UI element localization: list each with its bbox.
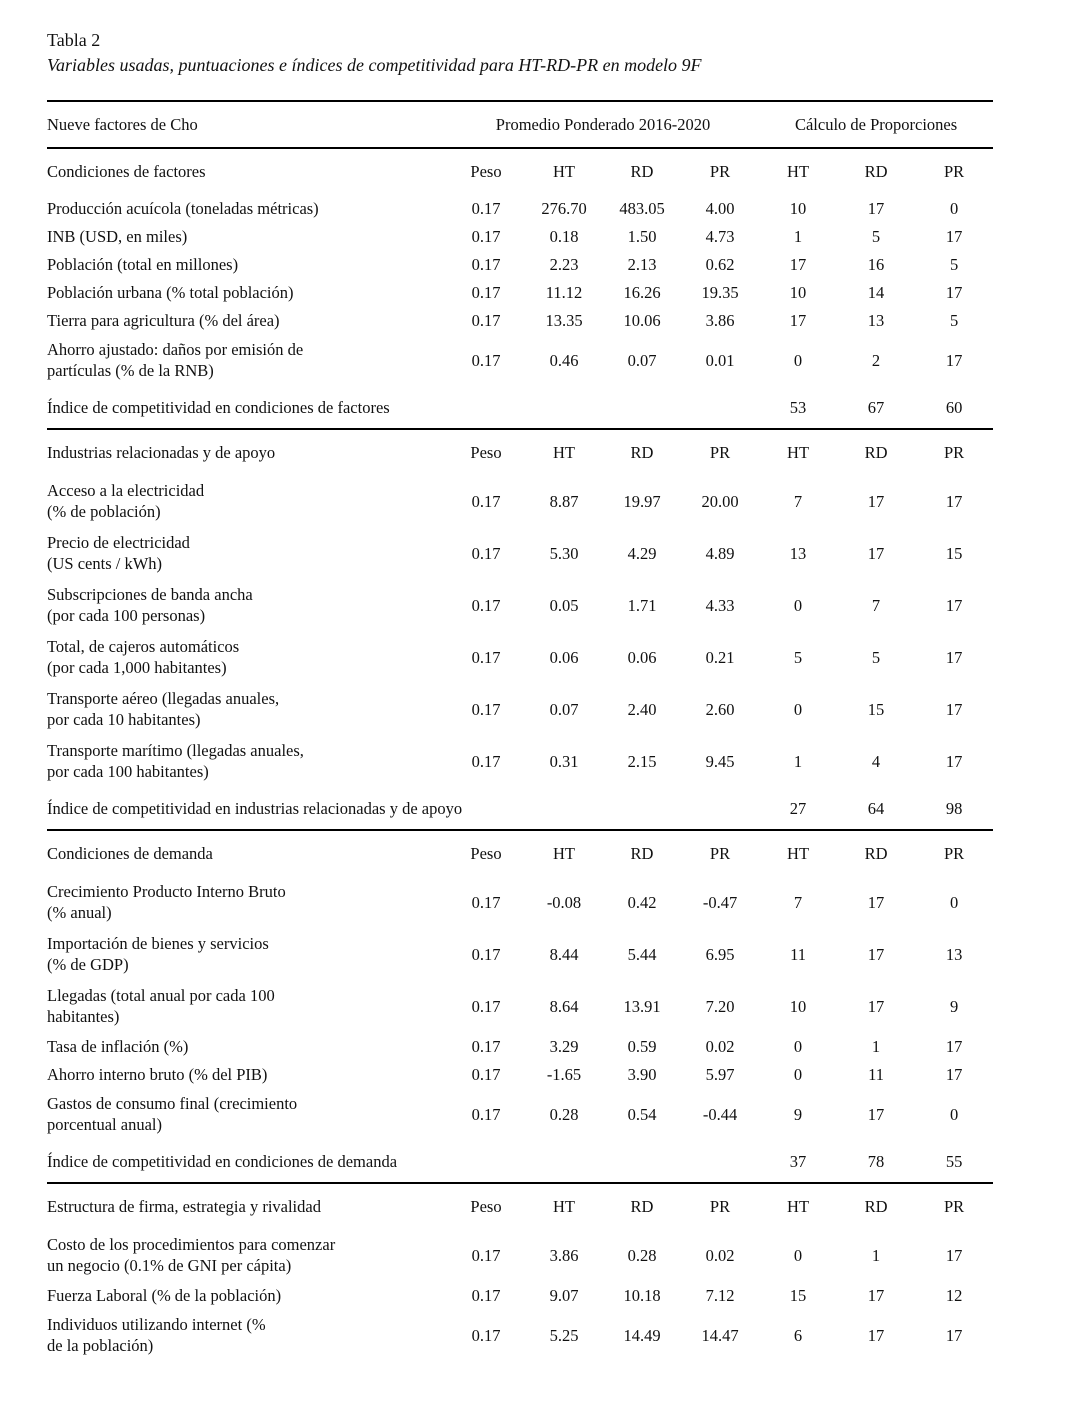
document bbox=[47, 28, 993, 1361]
value-cell: 0.02 bbox=[705, 1036, 735, 1056]
value-cell: 9.45 bbox=[705, 751, 735, 771]
table-caption: Variables usadas, puntuaciones e índices de competitividad para HT-RD-PR en modelo 9F bbox=[47, 55, 702, 75]
value-cell: 2.40 bbox=[627, 699, 657, 719]
value-cell: 15 bbox=[945, 543, 963, 563]
value-cell: 3.86 bbox=[705, 310, 735, 330]
value-cell: 17 bbox=[945, 699, 963, 719]
table-row bbox=[47, 334, 993, 386]
value-cell: 5 bbox=[871, 647, 881, 667]
value-cell: 0.17 bbox=[471, 226, 501, 246]
value-cell: 19.97 bbox=[623, 491, 661, 511]
value-cell: 17 bbox=[867, 1104, 885, 1124]
value-cell: 0 bbox=[793, 1245, 803, 1265]
column-header: Peso bbox=[447, 429, 525, 475]
value-cell: 0.06 bbox=[627, 647, 657, 667]
variable-label bbox=[47, 735, 447, 787]
value-cell: 0.42 bbox=[627, 892, 657, 912]
value-cell: 483.05 bbox=[619, 198, 665, 218]
value-cell: 0.17 bbox=[471, 310, 501, 330]
variable-label bbox=[47, 306, 447, 334]
variable-label-line1: Ahorro interno bruto (% del PIB) bbox=[47, 1064, 268, 1084]
section-title: Condiciones de factores bbox=[47, 162, 206, 181]
value-cell: 0.18 bbox=[549, 226, 579, 246]
value-cell: 0.05 bbox=[549, 595, 579, 615]
value-cell: 11.12 bbox=[545, 282, 583, 302]
value-cell: 0.17 bbox=[471, 944, 501, 964]
index-row bbox=[47, 787, 993, 830]
value-cell: 15 bbox=[867, 699, 885, 719]
variable-label-line2: (por cada 100 personas) bbox=[47, 606, 206, 625]
column-header: HT bbox=[787, 162, 810, 181]
index-value: 37 bbox=[789, 1151, 807, 1171]
value-cell: 14.49 bbox=[623, 1325, 661, 1345]
variable-label-line2: (% anual) bbox=[47, 903, 112, 922]
variable-label bbox=[47, 250, 447, 278]
value-cell: 0.54 bbox=[627, 1104, 657, 1124]
value-cell: 0.62 bbox=[705, 254, 735, 274]
variable-label bbox=[47, 683, 447, 735]
variable-label-line1: Tierra para agricultura (% del área) bbox=[47, 310, 280, 330]
value-cell: 0.17 bbox=[471, 1325, 501, 1345]
variable-label-line1: Gastos de consumo final (crecimiento bbox=[47, 1094, 298, 1113]
value-cell: 17 bbox=[867, 996, 885, 1016]
value-cell: 17 bbox=[867, 491, 885, 511]
value-cell: 5.44 bbox=[627, 944, 657, 964]
value-cell: 5.30 bbox=[549, 543, 579, 563]
variable-label-line2: un negocio (0.1% de GNI per cápita) bbox=[47, 1256, 292, 1275]
value-cell: -0.44 bbox=[702, 1104, 738, 1124]
value-cell: 17 bbox=[945, 1245, 963, 1265]
value-cell: 4.89 bbox=[705, 543, 735, 563]
section-title: Estructura de firma, estrategia y rivalidad bbox=[47, 1183, 447, 1229]
value-cell: 17 bbox=[867, 1285, 885, 1305]
variable-label-line1: Llegadas (total anual por cada 100 bbox=[47, 986, 275, 1005]
column-header: RD bbox=[837, 1183, 915, 1229]
value-cell: 17 bbox=[945, 595, 963, 615]
column-header: RD bbox=[837, 429, 915, 475]
value-cell: 16 bbox=[867, 254, 885, 274]
column-header: PR bbox=[681, 830, 759, 876]
value-cell: 17 bbox=[867, 198, 885, 218]
variable-label bbox=[47, 928, 447, 980]
table-row bbox=[47, 1229, 993, 1281]
value-cell: 0.17 bbox=[471, 1285, 501, 1305]
value-cell: 17 bbox=[867, 944, 885, 964]
value-cell: 7 bbox=[793, 491, 803, 511]
column-header: RD bbox=[603, 1183, 681, 1229]
variable-label-line2: de la población) bbox=[47, 1336, 154, 1355]
variable-label-line1: Población (total en millones) bbox=[47, 254, 239, 274]
value-cell: 20.00 bbox=[701, 491, 739, 511]
column-header: RD bbox=[630, 162, 654, 181]
value-cell: 0 bbox=[949, 198, 959, 218]
index-value: 53 bbox=[789, 397, 807, 417]
value-cell: 0 bbox=[949, 1104, 959, 1124]
table-row bbox=[47, 194, 993, 222]
table-row bbox=[47, 278, 993, 306]
variable-label-line1: Población urbana (% total población) bbox=[47, 282, 294, 302]
variable-label-line1: Fuerza Laboral (% de la población) bbox=[47, 1285, 282, 1305]
table-row bbox=[47, 735, 993, 787]
column-header: RD bbox=[603, 830, 681, 876]
value-cell: 3.29 bbox=[549, 1036, 579, 1056]
variable-label-line1: Ahorro ajustado: daños por emisión de bbox=[47, 340, 304, 359]
variable-label bbox=[47, 631, 447, 683]
value-cell: 0.17 bbox=[471, 1245, 501, 1265]
value-cell: 12 bbox=[945, 1285, 963, 1305]
value-cell: 10.18 bbox=[623, 1285, 661, 1305]
variable-label-line1: INB (USD, en miles) bbox=[47, 226, 188, 246]
value-cell: 13 bbox=[789, 543, 807, 563]
column-header: PR bbox=[681, 1183, 759, 1229]
variable-label bbox=[47, 1229, 447, 1281]
variable-label bbox=[47, 222, 447, 250]
variable-label-line1: Producción acuícola (toneladas métricas) bbox=[47, 198, 319, 218]
value-cell: 7.12 bbox=[705, 1285, 735, 1305]
variable-label bbox=[47, 1032, 447, 1060]
value-cell: 5.97 bbox=[705, 1064, 735, 1084]
table-row bbox=[47, 1309, 993, 1361]
value-cell: 0.17 bbox=[471, 892, 501, 912]
value-cell: 17 bbox=[867, 543, 885, 563]
variable-label-line2: (US cents / kWh) bbox=[47, 554, 163, 573]
value-cell: 1 bbox=[793, 751, 803, 771]
value-cell: 17 bbox=[945, 491, 963, 511]
value-cell: 0.07 bbox=[549, 699, 579, 719]
value-cell: 0.17 bbox=[471, 595, 501, 615]
value-cell: 2.23 bbox=[549, 254, 579, 274]
variable-label-line2: habitantes) bbox=[47, 1007, 120, 1026]
variable-label-line2: (% de población) bbox=[47, 502, 161, 521]
index-row bbox=[47, 1140, 993, 1183]
table-row bbox=[47, 683, 993, 735]
variable-label-line1: Acceso a la electricidad bbox=[47, 481, 205, 500]
value-cell: 0.17 bbox=[471, 1036, 501, 1056]
header-proportions: Cálculo de Proporciones bbox=[759, 101, 993, 148]
value-cell: 2.15 bbox=[627, 751, 657, 771]
variable-label-line1: Precio de electricidad bbox=[47, 533, 190, 552]
index-value: 60 bbox=[945, 397, 963, 417]
section-title: Condiciones de demanda bbox=[47, 830, 447, 876]
value-cell: 0.17 bbox=[471, 254, 501, 274]
variable-label-line2: porcentual anual) bbox=[47, 1115, 162, 1134]
column-header: Peso bbox=[470, 162, 502, 181]
value-cell: 0.17 bbox=[471, 198, 501, 218]
column-header: HT bbox=[525, 429, 603, 475]
column-header: HT bbox=[759, 830, 837, 876]
variable-label-line2: por cada 100 habitantes) bbox=[47, 762, 209, 781]
value-cell: 0.17 bbox=[471, 282, 501, 302]
value-cell: 5 bbox=[949, 254, 959, 274]
value-cell: 17 bbox=[945, 282, 963, 302]
table-row bbox=[47, 1032, 993, 1060]
column-header: Peso bbox=[447, 1183, 525, 1229]
value-cell: 0.17 bbox=[471, 543, 501, 563]
table-row bbox=[47, 980, 993, 1032]
value-cell: 0.28 bbox=[627, 1245, 657, 1265]
column-header: HT bbox=[553, 162, 575, 181]
value-cell: 17 bbox=[945, 350, 963, 370]
value-cell: 7 bbox=[871, 595, 881, 615]
value-cell: 17 bbox=[789, 254, 807, 274]
variable-label-line1: Costo de los procedimientos para comenzar bbox=[47, 1235, 336, 1254]
value-cell: 17 bbox=[867, 1325, 885, 1345]
value-cell: 8.87 bbox=[549, 491, 579, 511]
variable-label-line1: Subscripciones de banda ancha bbox=[47, 585, 253, 604]
value-cell: 5.25 bbox=[549, 1325, 579, 1345]
column-header: PR bbox=[681, 429, 759, 475]
table-header-row bbox=[47, 101, 993, 148]
column-header: HT bbox=[759, 1183, 837, 1229]
section-title: Industrias relacionadas y de apoyo bbox=[47, 429, 447, 475]
variable-label-line2: (por cada 1,000 habitantes) bbox=[47, 658, 227, 677]
value-cell: 9.07 bbox=[549, 1285, 579, 1305]
variable-label bbox=[47, 980, 447, 1032]
variable-label-line1: Crecimiento Producto Interno Bruto bbox=[47, 882, 286, 901]
header-factors: Nueve factores de Cho bbox=[47, 101, 447, 148]
section-header-row bbox=[47, 830, 993, 876]
value-cell: 7.20 bbox=[705, 996, 735, 1016]
variable-label-line1: Importación de bienes y servicios bbox=[47, 934, 269, 953]
value-cell: 0.17 bbox=[471, 1064, 501, 1084]
variable-label-line2: por cada 10 habitantes) bbox=[47, 710, 201, 729]
value-cell: 0.59 bbox=[627, 1036, 657, 1056]
value-cell: 3.86 bbox=[549, 1245, 579, 1265]
variable-label bbox=[47, 579, 447, 631]
variable-label bbox=[47, 1060, 447, 1088]
value-cell: 7 bbox=[793, 892, 803, 912]
value-cell: 0 bbox=[793, 595, 803, 615]
value-cell: 0 bbox=[949, 892, 959, 912]
variable-label bbox=[47, 278, 447, 306]
value-cell: 5 bbox=[949, 310, 959, 330]
variable-label-line2: partículas (% de la RNB) bbox=[47, 361, 214, 380]
value-cell: 0.46 bbox=[549, 350, 579, 370]
column-header: PR bbox=[943, 162, 965, 181]
variable-label bbox=[47, 334, 447, 386]
value-cell: 11 bbox=[790, 944, 806, 964]
variable-label-line1: Transporte aéreo (llegadas anuales, bbox=[47, 689, 280, 708]
value-cell: 0.06 bbox=[549, 647, 579, 667]
table-row bbox=[47, 527, 993, 579]
value-cell: 5 bbox=[871, 226, 881, 246]
value-cell: 0 bbox=[793, 699, 803, 719]
value-cell: 14.47 bbox=[701, 1325, 739, 1345]
value-cell: 0 bbox=[793, 350, 803, 370]
table-row bbox=[47, 250, 993, 278]
table-row bbox=[47, 1060, 993, 1088]
table-body bbox=[47, 101, 993, 1361]
value-cell: 3.90 bbox=[627, 1064, 657, 1084]
index-label: Índice de competitividad en industrias relacionadas y de apoyo bbox=[47, 798, 463, 818]
value-cell: 0.17 bbox=[471, 1104, 501, 1124]
column-header: Peso bbox=[447, 830, 525, 876]
index-value: 64 bbox=[867, 798, 885, 818]
value-cell: 4.33 bbox=[705, 595, 735, 615]
column-header: PR bbox=[915, 429, 993, 475]
value-cell: -0.08 bbox=[546, 892, 582, 912]
value-cell: 1.50 bbox=[627, 226, 657, 246]
variable-label bbox=[47, 475, 447, 527]
column-header: RD bbox=[837, 830, 915, 876]
table-row bbox=[47, 631, 993, 683]
column-header: HT bbox=[525, 830, 603, 876]
value-cell: 4.00 bbox=[705, 198, 735, 218]
value-cell: 0 bbox=[793, 1064, 803, 1084]
value-cell: 10 bbox=[789, 282, 807, 302]
value-cell: 17 bbox=[945, 1036, 963, 1056]
value-cell: 1 bbox=[871, 1036, 881, 1056]
index-value: 98 bbox=[945, 798, 963, 818]
value-cell: 4.73 bbox=[705, 226, 735, 246]
variable-label-line1: Total, de cajeros automáticos bbox=[47, 637, 240, 656]
index-value: 27 bbox=[789, 798, 807, 818]
variable-label bbox=[47, 527, 447, 579]
index-value: 55 bbox=[945, 1151, 963, 1171]
value-cell: 8.64 bbox=[549, 996, 579, 1016]
value-cell: 0.21 bbox=[705, 647, 735, 667]
column-header: PR bbox=[709, 162, 731, 181]
column-header: HT bbox=[759, 429, 837, 475]
value-cell: 6.95 bbox=[705, 944, 735, 964]
section-header-row bbox=[47, 1183, 993, 1229]
column-header: RD bbox=[603, 429, 681, 475]
variable-label-line1: Tasa de inflación (%) bbox=[47, 1036, 189, 1056]
value-cell: 17 bbox=[945, 751, 963, 771]
value-cell: 9 bbox=[949, 996, 959, 1016]
section-header-row bbox=[47, 148, 993, 194]
table-row bbox=[47, 222, 993, 250]
value-cell: 5 bbox=[793, 647, 803, 667]
value-cell: 10.06 bbox=[623, 310, 661, 330]
variable-label bbox=[47, 1088, 447, 1140]
value-cell: 17 bbox=[945, 226, 963, 246]
table-row bbox=[47, 306, 993, 334]
value-cell: 13.35 bbox=[545, 310, 583, 330]
value-cell: 2.13 bbox=[627, 254, 657, 274]
index-row bbox=[47, 386, 993, 429]
table-label: Tabla 2 bbox=[47, 30, 101, 50]
value-cell: 13 bbox=[867, 310, 885, 330]
variable-label bbox=[47, 1309, 447, 1361]
column-header: HT bbox=[525, 1183, 603, 1229]
value-cell: 9 bbox=[793, 1104, 803, 1124]
value-cell: 17 bbox=[945, 1325, 963, 1345]
value-cell: 14 bbox=[867, 282, 885, 302]
value-cell: 0.01 bbox=[705, 350, 735, 370]
value-cell: 0.17 bbox=[471, 751, 501, 771]
value-cell: 2 bbox=[871, 350, 881, 370]
table-row bbox=[47, 579, 993, 631]
index-value: 67 bbox=[867, 397, 885, 417]
value-cell: 16.26 bbox=[623, 282, 661, 302]
value-cell: 19.35 bbox=[701, 282, 739, 302]
value-cell: -0.47 bbox=[702, 892, 738, 912]
value-cell: 0.28 bbox=[549, 1104, 579, 1124]
table-row bbox=[47, 1088, 993, 1140]
value-cell: 0.17 bbox=[471, 996, 501, 1016]
value-cell: 6 bbox=[793, 1325, 803, 1345]
value-cell: 0.02 bbox=[705, 1245, 735, 1265]
value-cell: 13 bbox=[945, 944, 963, 964]
table-row bbox=[47, 475, 993, 527]
value-cell: 17 bbox=[945, 647, 963, 667]
index-label: Índice de competitividad en condiciones de factores bbox=[47, 397, 390, 417]
table-row bbox=[47, 928, 993, 980]
section-header-row bbox=[47, 429, 993, 475]
value-cell: 0.17 bbox=[471, 350, 501, 370]
column-header: PR bbox=[915, 830, 993, 876]
value-cell: 1.71 bbox=[627, 595, 657, 615]
value-cell: 8.44 bbox=[549, 944, 579, 964]
value-cell: 17 bbox=[789, 310, 807, 330]
column-header: RD bbox=[864, 162, 888, 181]
header-weighted-average: Promedio Ponderado 2016-2020 bbox=[447, 101, 759, 148]
value-cell: 0.17 bbox=[471, 647, 501, 667]
variable-label-line1: Transporte marítimo (llegadas anuales, bbox=[47, 741, 304, 760]
value-cell: 1 bbox=[793, 226, 803, 246]
value-cell: 15 bbox=[789, 1285, 807, 1305]
value-cell: 13.91 bbox=[623, 996, 661, 1016]
index-label: Índice de competitividad en condiciones de demanda bbox=[47, 1151, 398, 1171]
value-cell: 0 bbox=[793, 1036, 803, 1056]
variable-label bbox=[47, 876, 447, 928]
value-cell: 4 bbox=[871, 751, 881, 771]
value-cell: -1.65 bbox=[546, 1064, 582, 1084]
value-cell: 0.17 bbox=[471, 491, 501, 511]
table-row bbox=[47, 1281, 993, 1309]
value-cell: 10 bbox=[789, 996, 807, 1016]
variable-label-line2: (% de GDP) bbox=[47, 955, 129, 974]
variable-label bbox=[47, 194, 447, 222]
value-cell: 0.17 bbox=[471, 699, 501, 719]
value-cell: 0.31 bbox=[549, 751, 579, 771]
column-header: PR bbox=[915, 1183, 993, 1229]
value-cell: 1 bbox=[871, 1245, 881, 1265]
value-cell: 0.07 bbox=[627, 350, 657, 370]
value-cell: 11 bbox=[868, 1064, 884, 1084]
value-cell: 17 bbox=[945, 1064, 963, 1084]
value-cell: 276.70 bbox=[541, 198, 587, 218]
value-cell: 4.29 bbox=[627, 543, 657, 563]
variable-label-line1: Individuos utilizando internet (% bbox=[47, 1315, 266, 1334]
value-cell: 2.60 bbox=[705, 699, 735, 719]
value-cell: 17 bbox=[867, 892, 885, 912]
index-value: 78 bbox=[867, 1151, 885, 1171]
value-cell: 10 bbox=[789, 198, 807, 218]
competitiveness-table bbox=[47, 100, 993, 1361]
variable-label bbox=[47, 1281, 447, 1309]
table-row bbox=[47, 876, 993, 928]
